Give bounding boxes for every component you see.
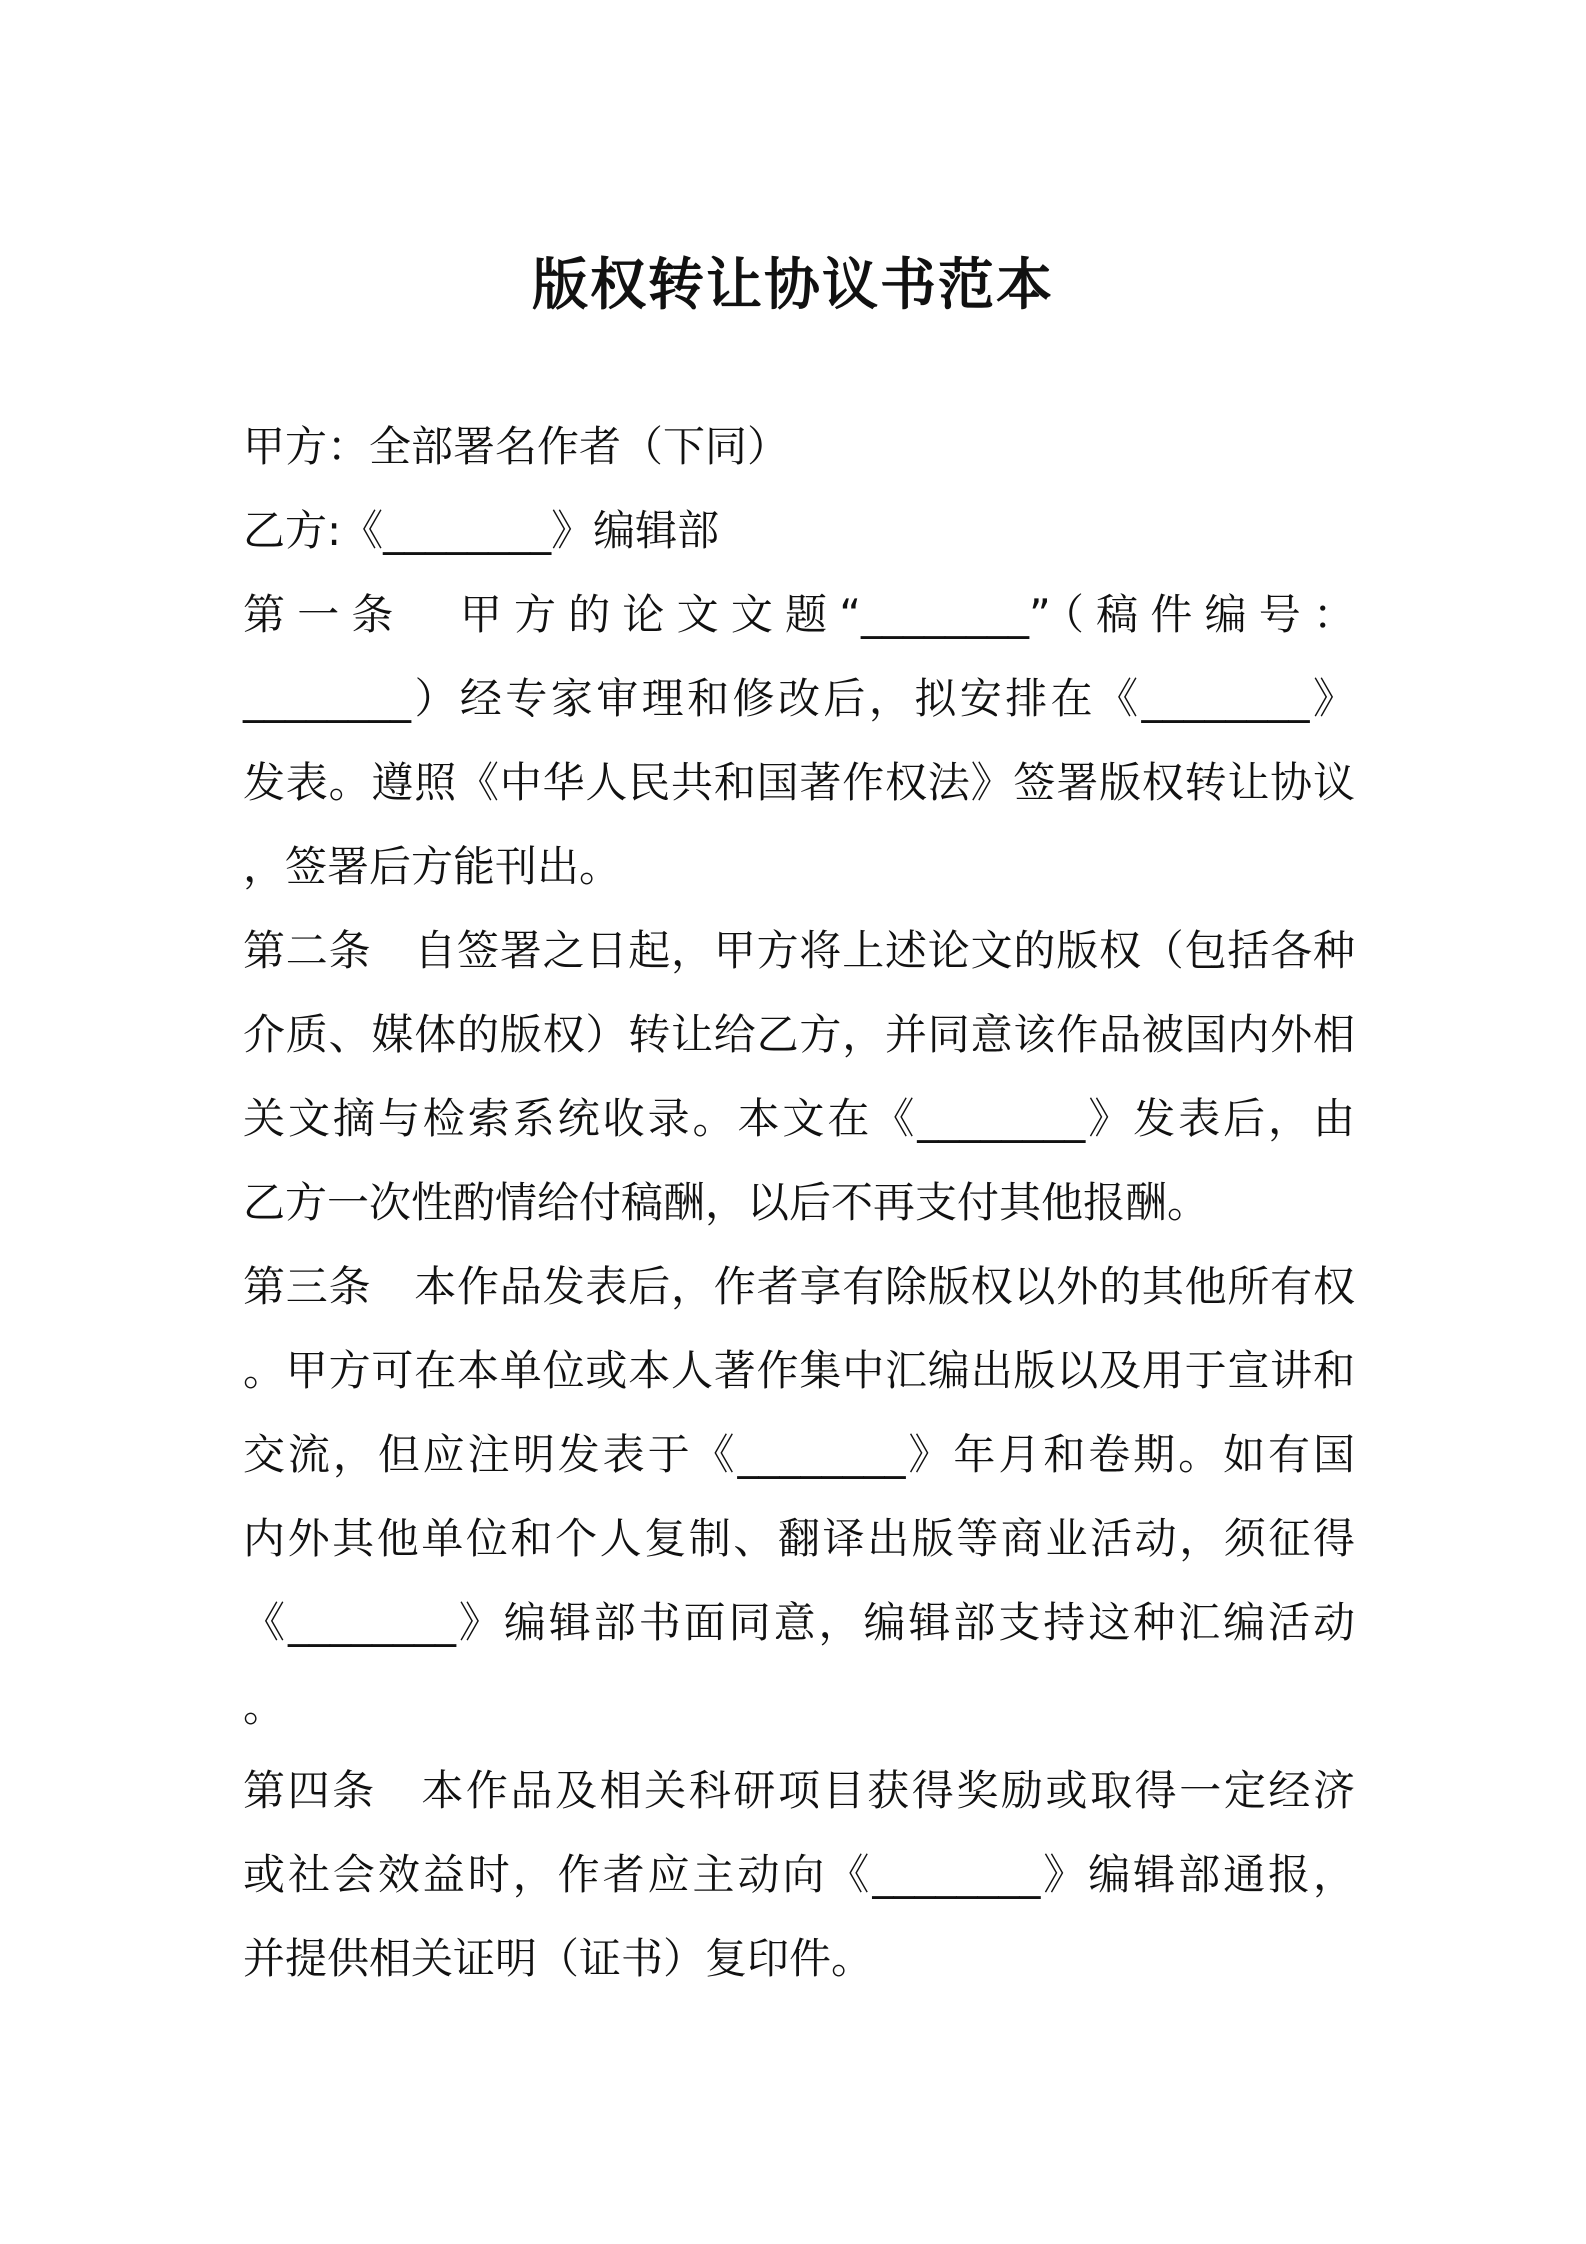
document-title: 版权转让协议书范本 (532, 253, 1054, 318)
article-4-line-3: 并提供相关证明（证书）复印件。 (243, 1934, 874, 1983)
article-3-line-1: 第三条 本作品发表后，作者享有除版权以外的其他所有权 (243, 1262, 1355, 1311)
article-1-line-2: ________）经专家审理和修改后，拟安排在《________》 (243, 674, 1355, 723)
article-3-line-5: 《________》编辑部书面同意，编辑部支持这种汇编活动 (243, 1598, 1355, 1647)
party-a-line: 甲方：全部署名作者（下同） (243, 422, 790, 471)
article-3-line-4: 内外其他单位和个人复制、翻译出版等商业活动，须征得 (243, 1514, 1355, 1563)
article-2-line-2: 介质、媒体的版权）转让给乙方，并同意该作品被国内外相 (243, 1010, 1355, 1059)
article-2-line-3: 关文摘与检索系统收录。本文在《________》发表后，由 (243, 1094, 1355, 1143)
party-b-line: 乙方:《________》编辑部 (243, 506, 720, 555)
article-2-line-4: 乙方一次性酌情给付稿酬，以后不再支付其他报酬。 (243, 1178, 1210, 1227)
article-3-line-2: 。甲方可在本单位或本人著作集中汇编出版以及用于宣讲和 (243, 1346, 1355, 1395)
article-2-line-1: 第二条 自签署之日起，甲方将上述论文的版权（包括各种 (243, 926, 1355, 975)
document-body (243, 405, 1355, 2001)
article-4-line-1: 第四条 本作品及相关科研项目获得奖励或取得一定经济 (243, 1766, 1355, 1815)
article-4-line-2: 或社会效益时，作者应主动向《________》编辑部通报， (243, 1850, 1355, 1899)
article-1-line-3: 发表。遵照《中华人民共和国著作权法》签署版权转让协议 (243, 758, 1355, 807)
article-1-line-4: ，签署后方能刊出。 (243, 842, 622, 891)
article-3-line-6: 。 (243, 1682, 286, 1731)
article-1-line-1: 第一条 甲方的论文文题“________”（稿件编号： (243, 590, 1355, 639)
article-3-line-3: 交流，但应注明发表于《________》年月和卷期。如有国 (243, 1430, 1355, 1479)
